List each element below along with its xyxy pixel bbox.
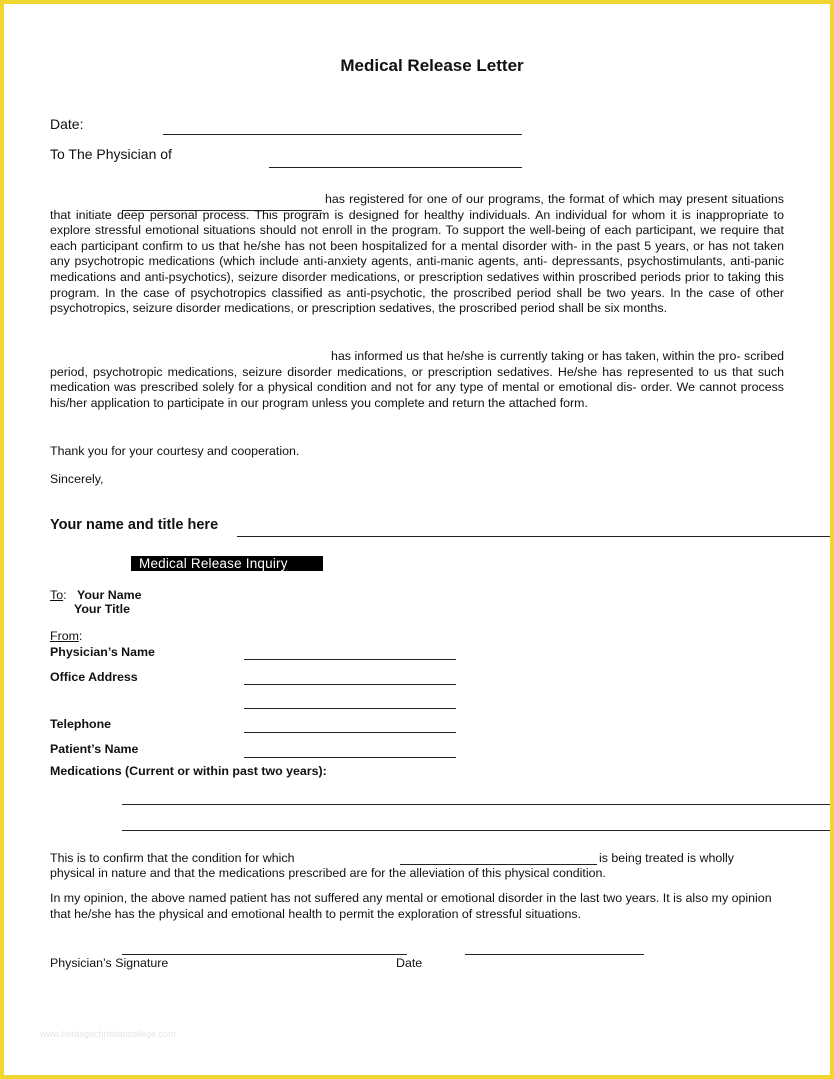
form-banner: Medical Release Inquiry xyxy=(131,556,323,571)
confirm-prefix: This is to confirm that the condition for which xyxy=(50,851,295,865)
signature-name: Your name and title here xyxy=(50,517,219,533)
paragraph-medication: has informed us that he/she is currently taking or has taken, within the pro- scribed period, psychotropic medications, seizure disorder medications, or prescription sedatives. He/she has represented to us that such medication was prescribed solely for a physical condition and not for any type of mental or emotional dis- order. We cannot process his/her application to participate in our program unless you complete and return the attached form. xyxy=(50,349,784,410)
physician-name-label: Physician’s Name xyxy=(50,645,155,659)
thanks-text: Thank you for your courtesy and cooperation. xyxy=(50,444,300,458)
date-field-line[interactable] xyxy=(163,134,522,135)
paragraph-registration: has registered for one of our programs, the format of which may present situations that initiate deep personal process. This program is designed for healthy individuals. An individual for whom it is inappropriate to explore stressful emotional situations should not enroll in the program. To support the well-being of each participant, we require that each participant confirm to us that he/she has not been hospitalized for a mental disorder with- in the past 5 years, or has not taken any psychotropic medications (which include anti-anxiety agents, anti-manic agents, anti- depressants, psychostimulants, anti-panic medications and anti-psychotics), seizure disorder medications, or prescription sedatives within proscribed periods prior to taking this program. In the case of psychotropics classified as anti-psychotic, the proscribed period shall be two years. In the case of other psychotropics, seizure disorder medications, or prescription sedatives, the proscribed period shall be six months. xyxy=(50,192,784,316)
medications-line-1[interactable] xyxy=(122,804,830,805)
to-block xyxy=(50,588,67,602)
confirm-line-2: physical in nature and that the medications prescribed are for the alleviation of this physical condition. xyxy=(50,866,606,880)
physician-of-label: To The Physician of xyxy=(50,146,172,162)
physician-signature-label: Physician’s Signature xyxy=(50,956,169,970)
date-label: Date: xyxy=(50,116,84,132)
office-address-line-2[interactable] xyxy=(244,708,456,709)
watermark: www.heritagechristiancollege.com xyxy=(40,1029,176,1039)
telephone-label: Telephone xyxy=(50,717,112,731)
signature-date-label: Date xyxy=(396,956,423,970)
physician-field-line[interactable] xyxy=(269,167,522,168)
document-title: Medical Release Letter xyxy=(340,56,524,75)
medications-line-2[interactable] xyxy=(122,830,830,831)
medications-label: Medications (Current or within past two years): xyxy=(50,764,327,778)
patient-name-line[interactable] xyxy=(244,757,456,758)
signature-line[interactable] xyxy=(122,954,407,955)
to-name: Your Name xyxy=(77,588,142,602)
date-signature-line[interactable] xyxy=(465,954,644,955)
from-block xyxy=(50,629,82,643)
office-address-line-1[interactable] xyxy=(244,684,456,685)
opinion-text: In my opinion, the above named patient has not suffered any mental or emotional disorder in the last two years. It is also my opinion that he/she has the physical and emotional health to permit the exploration of stressful situations. xyxy=(50,891,772,921)
confirm-suffix: is being treated is wholly xyxy=(599,851,734,865)
sincerely-text: Sincerely, xyxy=(50,472,104,486)
signature-name-line xyxy=(237,536,830,537)
to-title: Your Title xyxy=(74,602,130,616)
document-page xyxy=(4,4,830,1075)
patient-name-label: Patient’s Name xyxy=(50,742,139,756)
to-label: To xyxy=(50,588,64,602)
from-colon: : xyxy=(78,629,83,643)
physician-name-line[interactable] xyxy=(244,659,456,660)
office-address-label: Office Address xyxy=(50,670,138,684)
to-colon: : xyxy=(63,588,67,602)
from-label: From xyxy=(50,629,79,643)
condition-line[interactable] xyxy=(400,864,597,865)
telephone-line[interactable] xyxy=(244,732,456,733)
